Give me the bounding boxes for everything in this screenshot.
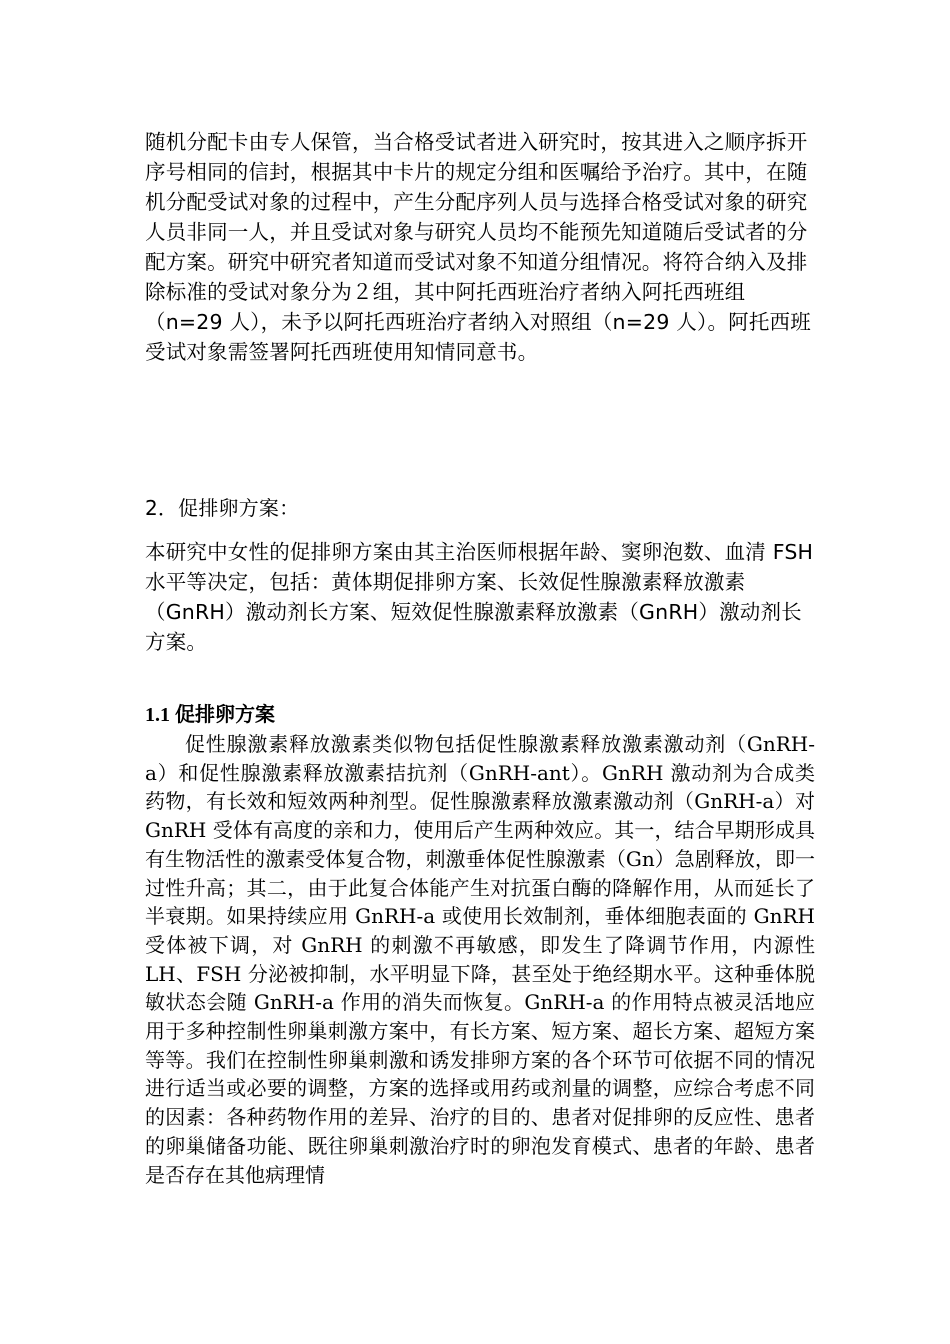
section-heading-ovulation-protocol: 2．促排卵方案： (145, 496, 300, 520)
paragraph-randomization: 随机分配卡由专人保管，当合格受试者进入研究时，按其进入之顺序拆开序号相同的信封，根据其中卡片的规定分组和医嘱给予治疗。其中，在随机分配受试对象的过程中，产生分配序列人员与选择合格受试对象的研究人员非同一人，并且受试对象与研究人员均不能预先知道随后受试者的分配方案。研究中研究者知道而受试对象不知道分组情况。将符合纳入及排除标准的受试对象分为２组，其中阿托西班治疗者纳入阿托西班组（n=29 人），未予以阿托西班治疗者纳入对照组（n=29 人）。阿托西班受试对象需签署阿托西班使用知情同意书。 (145, 130, 811, 364)
subsection-heading-1-1: 1.1 促排卵方案 (145, 704, 275, 726)
paragraph-protocol-selection: 本研究中女性的促排卵方案由其主治医师根据年龄、窦卵泡数、血清 FSH 水平等决定，包括：黄体期促排卵方案、长效促性腺激素释放激素（GnRH）激动剂长方案、短效促性腺激素释放激素（GnRH）激动剂长方案。 (145, 540, 814, 654)
paragraph-gnrh-analogues: 促性腺激素释放激素类似物包括促性腺激素释放激素激动剂（GnRH-a）和促性腺激素释放激素拮抗剂（GnRH-ant）。GnRH 激动剂为合成类药物，有长效和短效两种剂型。促性腺激素释放激素激动剂（GnRH-a）对 GnRH 受体有高度的亲和力，使用后产生两种效应。其一，结合早期形成具有生物活性的激素受体复合物，刺激垂体促性腺激素（Gn）急剧释放，即一过性升高；其二，由于此复合体能产生对抗蛋白酶的降解作用，从而延长了半衰期。如果持续应用 GnRH-a 或使用长效制剂，垂体细胞表面的 GnRH 受体被下调，对 GnRH 的刺激不再敏感，即发生了降调节作用，内源性 LH、FSH 分泌被抑制，水平明显下降，甚至处于绝经期水平。这种垂体脱敏状态会随 GnRH-a 作用的消失而恢复。GnRH-a 的作用特点被灵活地应用于多种控制性卵巢刺激方案中，有长方案、短方案、超长方案、超短方案等等。我们在控制性卵巢刺激和诱发排卵方案的各个环节可依据不同的情况进行适当或必要的调整，方案的选择或用药或剂量的调整，应综合考虑不同的因素：各种药物作用的差异、治疗的目的、患者对促排卵的反应性、患者的卵巢储备功能、既往卵巢刺激治疗时的卵泡发育模式、患者的年龄、患者是否存在其他病理情 (145, 732, 815, 1187)
